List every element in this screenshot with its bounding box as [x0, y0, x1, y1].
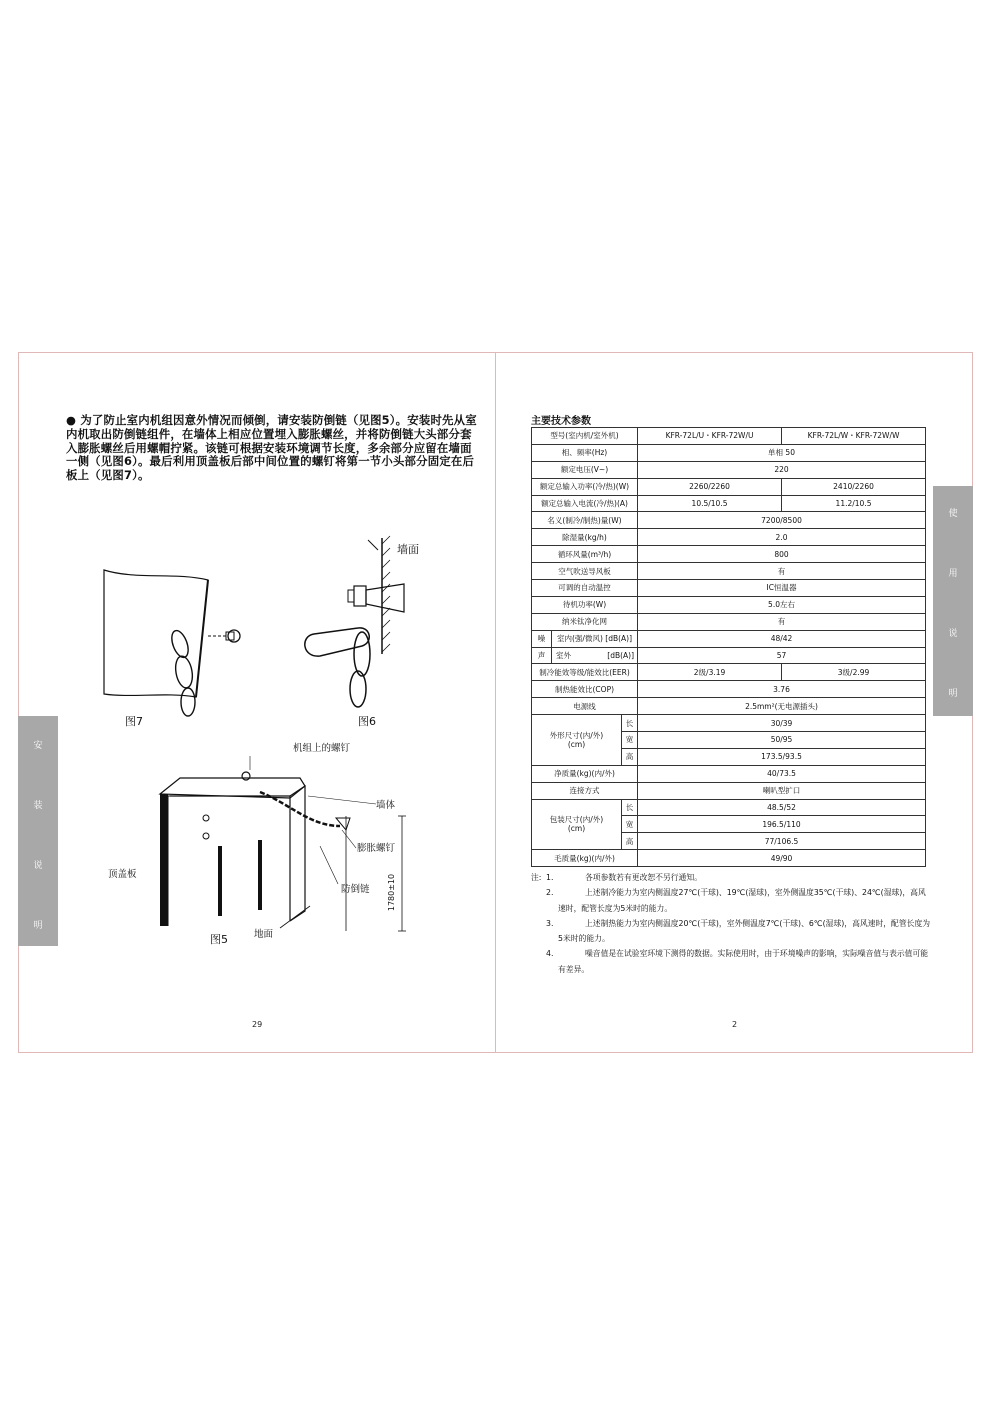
- table-row: [532, 681, 926, 698]
- note-number: 2.: [546, 888, 554, 898]
- table-row: [532, 647, 926, 664]
- table-row: [532, 799, 926, 816]
- left-side-tab-char-4: 明: [33, 921, 43, 931]
- table-row: [532, 782, 926, 799]
- pack-dimension-title: 包装尺寸(内/外): [549, 815, 604, 825]
- spec-label: 额定电压(V~): [532, 461, 638, 478]
- table-row: [532, 613, 926, 630]
- left-side-tab: [18, 716, 58, 946]
- note-number: 1.: [546, 873, 554, 882]
- note-item: [531, 870, 931, 885]
- spec-value: 7200/8500: [638, 512, 926, 529]
- spec-value: 50/95: [638, 732, 926, 749]
- note-text: 各项参数若有更改恕不另行通知。: [585, 873, 702, 882]
- note-item: [531, 946, 931, 977]
- spec-value: KFR-72L/W・KFR-72W/W: [782, 428, 926, 445]
- note-number: 3.: [546, 918, 554, 928]
- outer-dimension-title: 外形尺寸(内/外): [549, 730, 604, 740]
- left-side-tab-char-1: 安: [33, 741, 43, 751]
- note-text: 上述制冷能力为室内侧温度27℃(干球)、19℃(湿球)，室外侧温度35℃(干球)、24℃(湿球)，高风速时，配管长度为5米时的能力。: [558, 888, 926, 913]
- spec-value: 2.0: [638, 529, 926, 546]
- instruction-text: 为了防止室内机组因意外情况而倾倒，请安装防倒链（见图5）。安装时先从室内机取出防倒链组件，在墙体上相应位置埋入膨胀螺丝，并将防倒链大头部分套入膨胀螺丝后用螺帽拧紧。该链可根据安装环境调节长度，多余部分应留在墙面一侧（见图6）。最后利用顶盖板后部中间位置的螺钉将第一节小头部分固定在后板上（见图7）。: [66, 413, 477, 483]
- spec-label: 名义(制冷/制热)量(W): [532, 512, 638, 529]
- table-row: [532, 596, 926, 613]
- table-row: [532, 630, 926, 647]
- spec-value: 57: [638, 647, 926, 664]
- bullet-icon: ●: [66, 413, 77, 427]
- outer-dimension-unit: (cm): [567, 739, 586, 749]
- spec-label: 相、频率(Hz): [532, 444, 638, 461]
- pack-dimension-unit: (cm): [567, 824, 586, 834]
- spec-value: 单相 50: [638, 444, 926, 461]
- dimension-axis: 宽: [622, 732, 638, 749]
- spec-value: 173.5/93.5: [638, 748, 926, 765]
- dimension-axis: 高: [622, 748, 638, 765]
- table-row: [532, 698, 926, 715]
- table-row: [532, 850, 926, 867]
- right-side-tab-char-2: 用: [948, 569, 958, 579]
- right-side-tab: [933, 486, 973, 716]
- spec-value: 220: [638, 461, 926, 478]
- table-row: [532, 563, 926, 580]
- spec-value: 2410/2260: [782, 478, 926, 495]
- table-row: [532, 461, 926, 478]
- spec-value: 3级/2.99: [782, 664, 926, 681]
- table-row: [532, 495, 926, 512]
- figure-5-expansion-bolt-callout: 膨胀螺钉: [357, 843, 396, 854]
- table-row: [532, 715, 926, 732]
- spec-label: 除湿量(kg/h): [532, 529, 638, 546]
- spec-label: 室内(强/微风) [dB(A)]: [552, 630, 638, 647]
- figure-7-drawing: [96, 562, 256, 722]
- spec-value: 49/90: [638, 850, 926, 867]
- noise-outdoor-label: 室外: [556, 651, 571, 661]
- spec-label: 型号(室内机/室外机): [532, 428, 638, 445]
- table-row: [532, 478, 926, 495]
- note-item: [531, 916, 931, 947]
- spec-value: 48/42: [638, 630, 926, 647]
- spec-value: 有: [638, 563, 926, 580]
- noise-group-label: 噪: [532, 630, 552, 647]
- figure-5-label: 图5: [210, 933, 228, 946]
- left-page-number: 29: [252, 1020, 263, 1029]
- right-side-tab-char-4: 明: [948, 689, 958, 699]
- note-text: 噪音值是在试验室环境下测得的数据。实际使用时，由于环境噪声的影响，实际噪音值与表示值可能有差异。: [558, 949, 929, 974]
- note-number: 4.: [546, 949, 554, 959]
- figure-6-label: 图6: [358, 715, 376, 728]
- figure-6-drawing: [296, 534, 406, 714]
- spec-value: 800: [638, 546, 926, 563]
- spec-value: 30/39: [638, 715, 926, 732]
- figure-5-chain-callout: 防倒链: [341, 884, 370, 895]
- spec-label: 连接方式: [532, 782, 638, 799]
- spec-value: 喇叭型扩口: [638, 782, 926, 799]
- spec-value: 196.5/110: [638, 816, 926, 833]
- dimension-axis: 宽: [622, 816, 638, 833]
- noise-outdoor-unit: [dB(A)]: [607, 651, 635, 661]
- spec-value: 11.2/10.5: [782, 495, 926, 512]
- right-side-tab-char-1: 使: [948, 509, 958, 519]
- spec-label: 制热能效比(COP): [532, 681, 638, 698]
- spec-value: 48.5/52: [638, 799, 926, 816]
- table-row: [532, 428, 926, 445]
- table-row: [532, 444, 926, 461]
- table-row: [532, 529, 926, 546]
- spec-value: 5.0左右: [638, 596, 926, 613]
- spec-value: 2260/2260: [638, 478, 782, 495]
- note-item: [531, 885, 931, 916]
- spec-label: 额定总输入电流(冷/热)(A): [532, 495, 638, 512]
- spec-value: 2级/3.19: [638, 664, 782, 681]
- spec-label: 制冷能效等级/能效比(EER): [532, 664, 638, 681]
- figure-5-top-cover-callout: 顶盖板: [108, 869, 137, 880]
- right-side-tab-char-3: 说: [948, 629, 958, 639]
- spec-label: 纳米钛净化网: [532, 613, 638, 630]
- table-row: [532, 765, 926, 782]
- figure-5-height-dimension: 1780±10: [387, 873, 397, 912]
- table-row: [532, 664, 926, 681]
- right-page-number: 2: [732, 1020, 738, 1029]
- spec-value: 2.5mm²(无电源插头): [638, 698, 926, 715]
- table-row: [532, 546, 926, 563]
- dimension-axis: 长: [622, 715, 638, 732]
- spec-value: 10.5/10.5: [638, 495, 782, 512]
- spec-label: 空气吹送导风板: [532, 563, 638, 580]
- figure-5-wall-callout: 墙体: [376, 800, 396, 811]
- spec-notes: [531, 870, 931, 977]
- figure-6-wall-label: 墙面: [397, 543, 419, 556]
- spec-value: IC恒温器: [638, 580, 926, 597]
- spec-value: 有: [638, 613, 926, 630]
- table-row: [532, 580, 926, 597]
- spec-value: KFR-72L/U・KFR-72W/U: [638, 428, 782, 445]
- pack-dimension-label: [532, 799, 622, 850]
- page-divider: [495, 352, 496, 1053]
- noise-group-label: 声: [532, 647, 552, 664]
- figure-5-ground-callout: 地面: [254, 929, 274, 940]
- outer-dimension-label: [532, 715, 622, 766]
- spec-label: [552, 647, 638, 664]
- figure-5-screw-callout: 机组上的螺钉: [293, 743, 351, 754]
- spec-title: 主要技术参数: [531, 416, 591, 427]
- table-row: [532, 512, 926, 529]
- left-side-tab-char-3: 说: [33, 861, 43, 871]
- left-side-tab-char-2: 装: [33, 801, 43, 811]
- spec-label: 电源线: [532, 698, 638, 715]
- notes-head: 注:: [531, 873, 542, 882]
- spec-value: 3.76: [638, 681, 926, 698]
- spec-label: 可调的自动温控: [532, 580, 638, 597]
- spec-label: 毛质量(kg)(内/外): [532, 850, 638, 867]
- spec-label: 净质量(kg)(内/外): [532, 765, 638, 782]
- dimension-axis: 高: [622, 833, 638, 850]
- figure-7-label: 图7: [125, 715, 143, 728]
- spec-value: 77/106.5: [638, 833, 926, 850]
- spec-label: 循环风量(m³/h): [532, 546, 638, 563]
- instruction-paragraph: [66, 414, 482, 483]
- spec-value: 40/73.5: [638, 765, 926, 782]
- spec-label: 额定总输入功率(冷/热)(W): [532, 478, 638, 495]
- note-text: 上述制热能力为室内侧温度20℃(干球)，室外侧温度7℃(干球)、6℃(湿球)，高风速时，配管长度为5米时的能力。: [558, 918, 931, 944]
- spec-table: [531, 427, 926, 867]
- dimension-axis: 长: [622, 799, 638, 816]
- spec-label: 待机功率(W): [532, 596, 638, 613]
